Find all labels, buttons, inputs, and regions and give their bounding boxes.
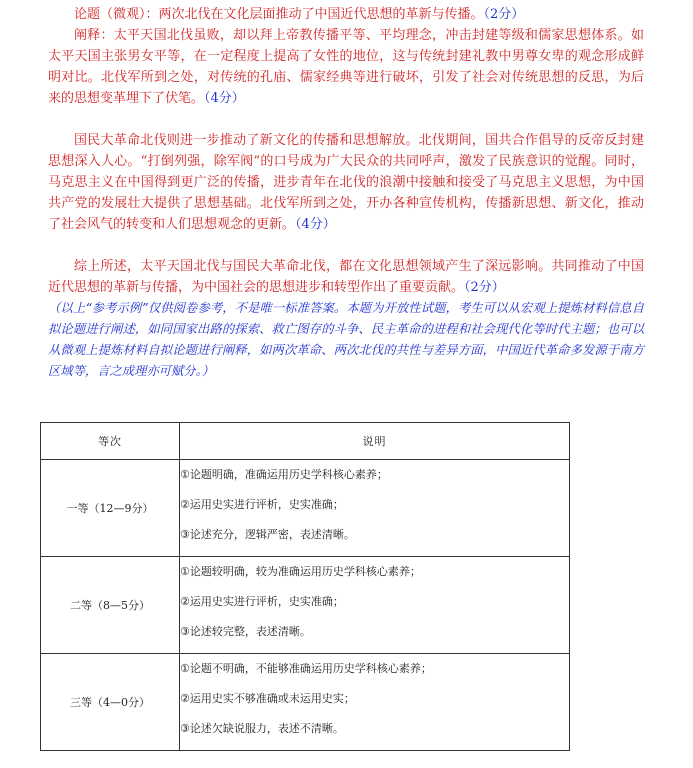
header-level: 等次	[41, 423, 180, 460]
thesis-text: 两次北伐在文化层面推动了中国近代思想的革新与传播。	[158, 7, 484, 22]
para2-score: （4分）	[295, 217, 336, 232]
criterion: ③论述充分，逻辑严密，表述清晰。	[180, 528, 355, 541]
grade-row-3	[41, 654, 570, 751]
criterion: ②运用史实不够准确或未运用史实；	[180, 692, 355, 705]
grading-table-header	[41, 423, 570, 460]
conclusion-paragraph	[48, 256, 644, 298]
grade-level: 二等（8—5分）	[41, 557, 180, 654]
criterion: ①论题不明确，不能够准确运用历史学科核心素养；	[180, 662, 432, 675]
criterion: ③论述欠缺说服力，表述不清晰。	[180, 722, 344, 735]
thesis-label: 论题（微观）：	[74, 7, 159, 22]
para3-score: （2分）	[464, 280, 505, 295]
criterion: ②运用史实进行评析，史实准确；	[180, 498, 344, 511]
grade-row-1	[41, 460, 570, 557]
thesis-paragraph	[48, 4, 644, 25]
grade-level: 一等（12—9分）	[41, 460, 180, 557]
para1-text: 阐释：太平天国北伐虽败，却以拜上帝教传播平等、平均理念，冲击封建等级和儒家思想体系。如太平天国主张男女平等，在一定程度上提高了女性的地位，这与传统封建礼教中男尊女卑的观念形成鲜明对比。北伐军所到之处，对传统的孔庙、儒家经典等进行破坏，引发了社会对传统思想的反思，为后来的思想变革埋下了伏笔。	[48, 28, 644, 106]
grade-criteria	[180, 557, 570, 654]
grading-table	[40, 422, 570, 751]
explanation-paragraph-1	[48, 25, 644, 109]
criterion: ①论题较明确，较为准确运用历史学科核心素养；	[180, 565, 421, 578]
grade-row-2	[41, 557, 570, 654]
grade-criteria	[180, 460, 570, 557]
para2-text: 国民大革命北伐则进一步推动了新文化的传播和思想解放。北伐期间，国共合作倡导的反帝反封建思想深入人心。“打倒列强，除军阀”的口号成为广大民众的共同呼声，激发了民族意识的觉醒。同时，马克思主义在中国得到更广泛的传播，进步青年在北伐的浪潮中接触和接受了马克思主义思想，为中国共产党的发展壮大提供了思想基础。北伐军所到之处，开办各种宣传机构，传播新思想、新文化，推动了社会风气的转变和人们思想观念的更新。	[48, 133, 644, 232]
grade-criteria	[180, 654, 570, 751]
explanation-paragraph-2	[48, 130, 644, 235]
header-description: 说明	[180, 423, 570, 460]
criterion: ③论述较完整，表述清晰。	[180, 625, 311, 638]
grade-level: 三等（4—0分）	[41, 654, 180, 751]
thesis-score: （2分）	[483, 7, 525, 22]
criterion: ①论题明确，准确运用历史学科核心素养；	[180, 468, 388, 481]
para1-score: （4分）	[204, 91, 245, 106]
grading-note: （以上“参考示例”仅供阅卷参考，不是唯一标准答案。本题为开放性试题，考生可以从宏观上提炼材料信息自拟论题进行阐述，如同国家出路的探索、救亡图存的斗争、民主革命的进程和社会现代化等时代主题；也可以从微观上提炼材料自拟论题进行阐释，如两次革命、两次北伐的共性与差异方面，中国近代革命多发源于南方区域等，言之成理亦可赋分。）	[48, 301, 644, 378]
criterion: ②运用史实进行评析，史实准确；	[180, 595, 344, 608]
para3-text: 综上所述，太平天国北伐与国民大革命北伐，都在文化思想领域产生了深远影响。共同推动了中国近代思想的革新与传播，为中国社会的思想进步和转型作出了重要贡献。	[48, 259, 644, 295]
